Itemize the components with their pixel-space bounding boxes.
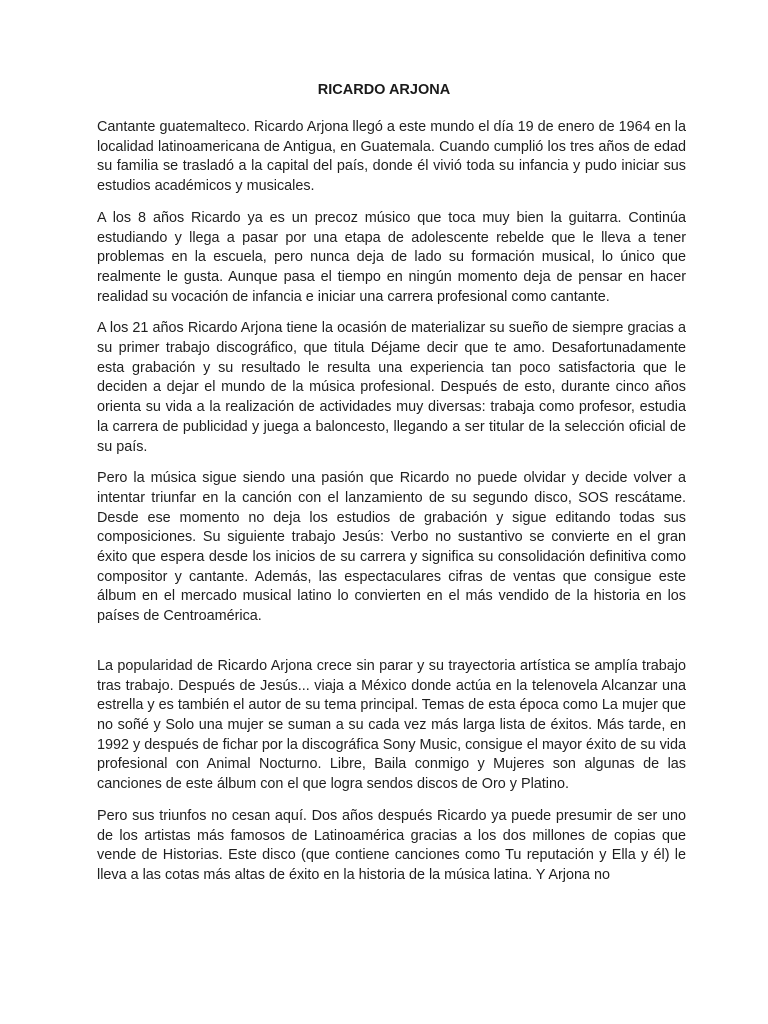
paragraph-second-album: Pero la música sigue siendo una pasión que Ricardo no puede olvidar y decide volver a intentar triunfar en la canción con el lanzamiento de su segundo disco, SOS rescátame. Desde ese momento no deja los estudios de grabación y sigue editando todas sus composiciones. Su siguiente trabajo Jesús: Verbo no sustantivo se convierte en el gran éxito que espera desde los inicios de su carrera y significa su consolidación definitiva como compositor y cantante. Además, las espectaculares cifras de ventas que consigue este álbum en el mercado musical latino lo convierten en el más vendido de la historia en los países de Centroamérica. — [97, 470, 686, 625]
document-body — [97, 118, 686, 898]
paragraph-first-album: A los 21 años Ricardo Arjona tiene la ocasión de materializar su sueño de siempre gracias a su primer trabajo discográfico, que titula Déjame decir que te amo. Desafortunadamente esta grabación y su resultado le resulta una experiencia tan poco satisfactoria que le deciden a dejar el mundo de la música profesional. Después de esto, durante cinco años orienta su vida a la realización de actividades muy diversas: trabaja como profesor, estudia la carrera de publicidad y juega a baloncesto, llegando a ser titular de la selección oficial de su país. — [97, 320, 686, 455]
paragraph-triumphs: Pero sus triunfos no cesan aquí. Dos años después Ricardo ya puede presumir de ser uno de los artistas más famosos de Latinoamérica gracias a los dos millones de copias que vende de Historias. Este disco (que contiene canciones como Tu reputación y Ella y él) le lleva a las cotas más altas de éxito en la historia de la música latina. Y Arjona no — [97, 807, 686, 883]
paragraph-popularity: La popularidad de Ricardo Arjona crece sin parar y su trayectoria artística se amplía trabajo tras trabajo. Después de Jesús... viaja a México donde actúa en la telenovela Alcanzar una estrella y es también el autor de su tema principal. Temas de esta época como La mujer que no soñé y Solo una mujer se suman a su cada vez más larga lista de éxitos. Más tarde, en 1992 y después de fichar por la discográfica Sony Music, consigue el mayor éxito de su vida profesional con Animal Nocturno. Libre, Baila conmigo y Mujeres son algunas de las canciones de este álbum con el que logra sendos discos de Oro y Platino. — [97, 657, 686, 793]
paragraph-intro: Cantante guatemalteco. Ricardo Arjona llegó a este mundo el día 19 de enero de 1964 en la localidad latinoamericana de Antigua, en Guatemala. Cuando cumplió los tres años de edad su familia se trasladó a la capital del país, donde él vivió toda su infancia y pudo iniciar sus estudios académicos y musicales. — [97, 119, 686, 195]
page-title: RICARDO ARJONA — [317, 82, 451, 98]
paragraph-childhood: A los 8 años Ricardo ya es un precoz músico que toca muy bien la guitarra. Continúa estudiando y llega a pasar por una etapa de adolescente rebelde que le lleva a tener problemas en la escuela, pero nunca deja de lado su formación musical, lo único que realmente le gusta. Aunque pasa el tiempo en ningún momento deja de pensar en hacer realidad su vocación de infancia e iniciar una carrera profesional como cantante. — [97, 209, 686, 305]
